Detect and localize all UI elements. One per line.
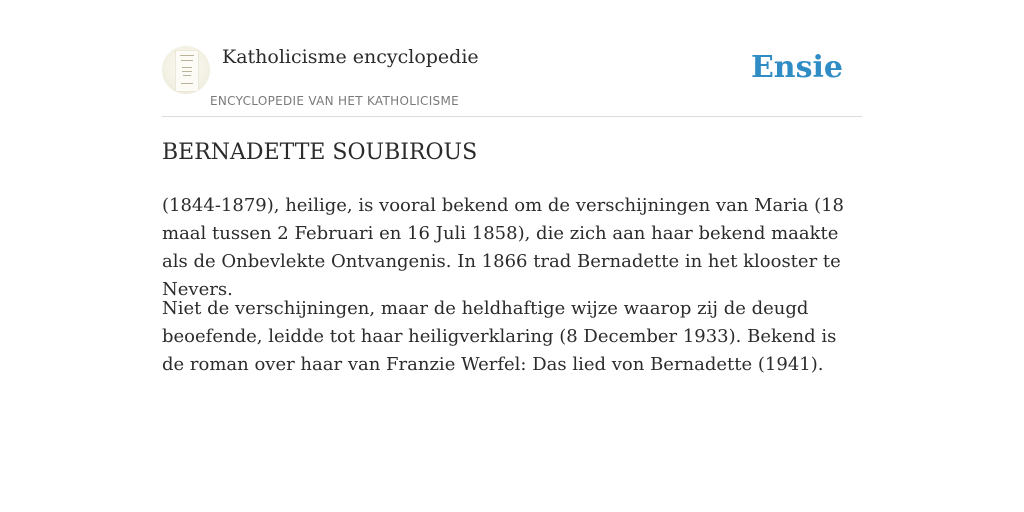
book-cover-icon xyxy=(175,50,199,92)
ensie-logo[interactable]: Ensie xyxy=(750,50,843,85)
header xyxy=(162,0,862,117)
article-title: BERNADETTE SOUBIROUS xyxy=(162,140,478,165)
encyclopedia-avatar[interactable] xyxy=(162,46,210,94)
page xyxy=(162,0,862,512)
site-subtitle: ENCYCLOPEDIE VAN HET KATHOLICISME xyxy=(210,94,459,108)
site-title[interactable]: Katholicisme encyclopedie xyxy=(222,46,479,68)
article-paragraph: Niet de verschijningen, maar de heldhaftige wijze waarop zij de deugd beoefende, leidde tot haar heiligverklaring (8 December 1933). Bekend is de roman over haar van Franzie Werfel: Das lied von Bernadette (1941). xyxy=(162,298,837,375)
article-paragraph: (1844-1879), heilige, is vooral bekend om de verschijningen van Maria (18 maal tussen 2 Februari en 16 Juli 1858), die zich aan haar bekend maakte als de Onbevlekte Ontvangenis. In 1866 trad Bernadette in het klooster te Nevers. xyxy=(162,195,845,300)
